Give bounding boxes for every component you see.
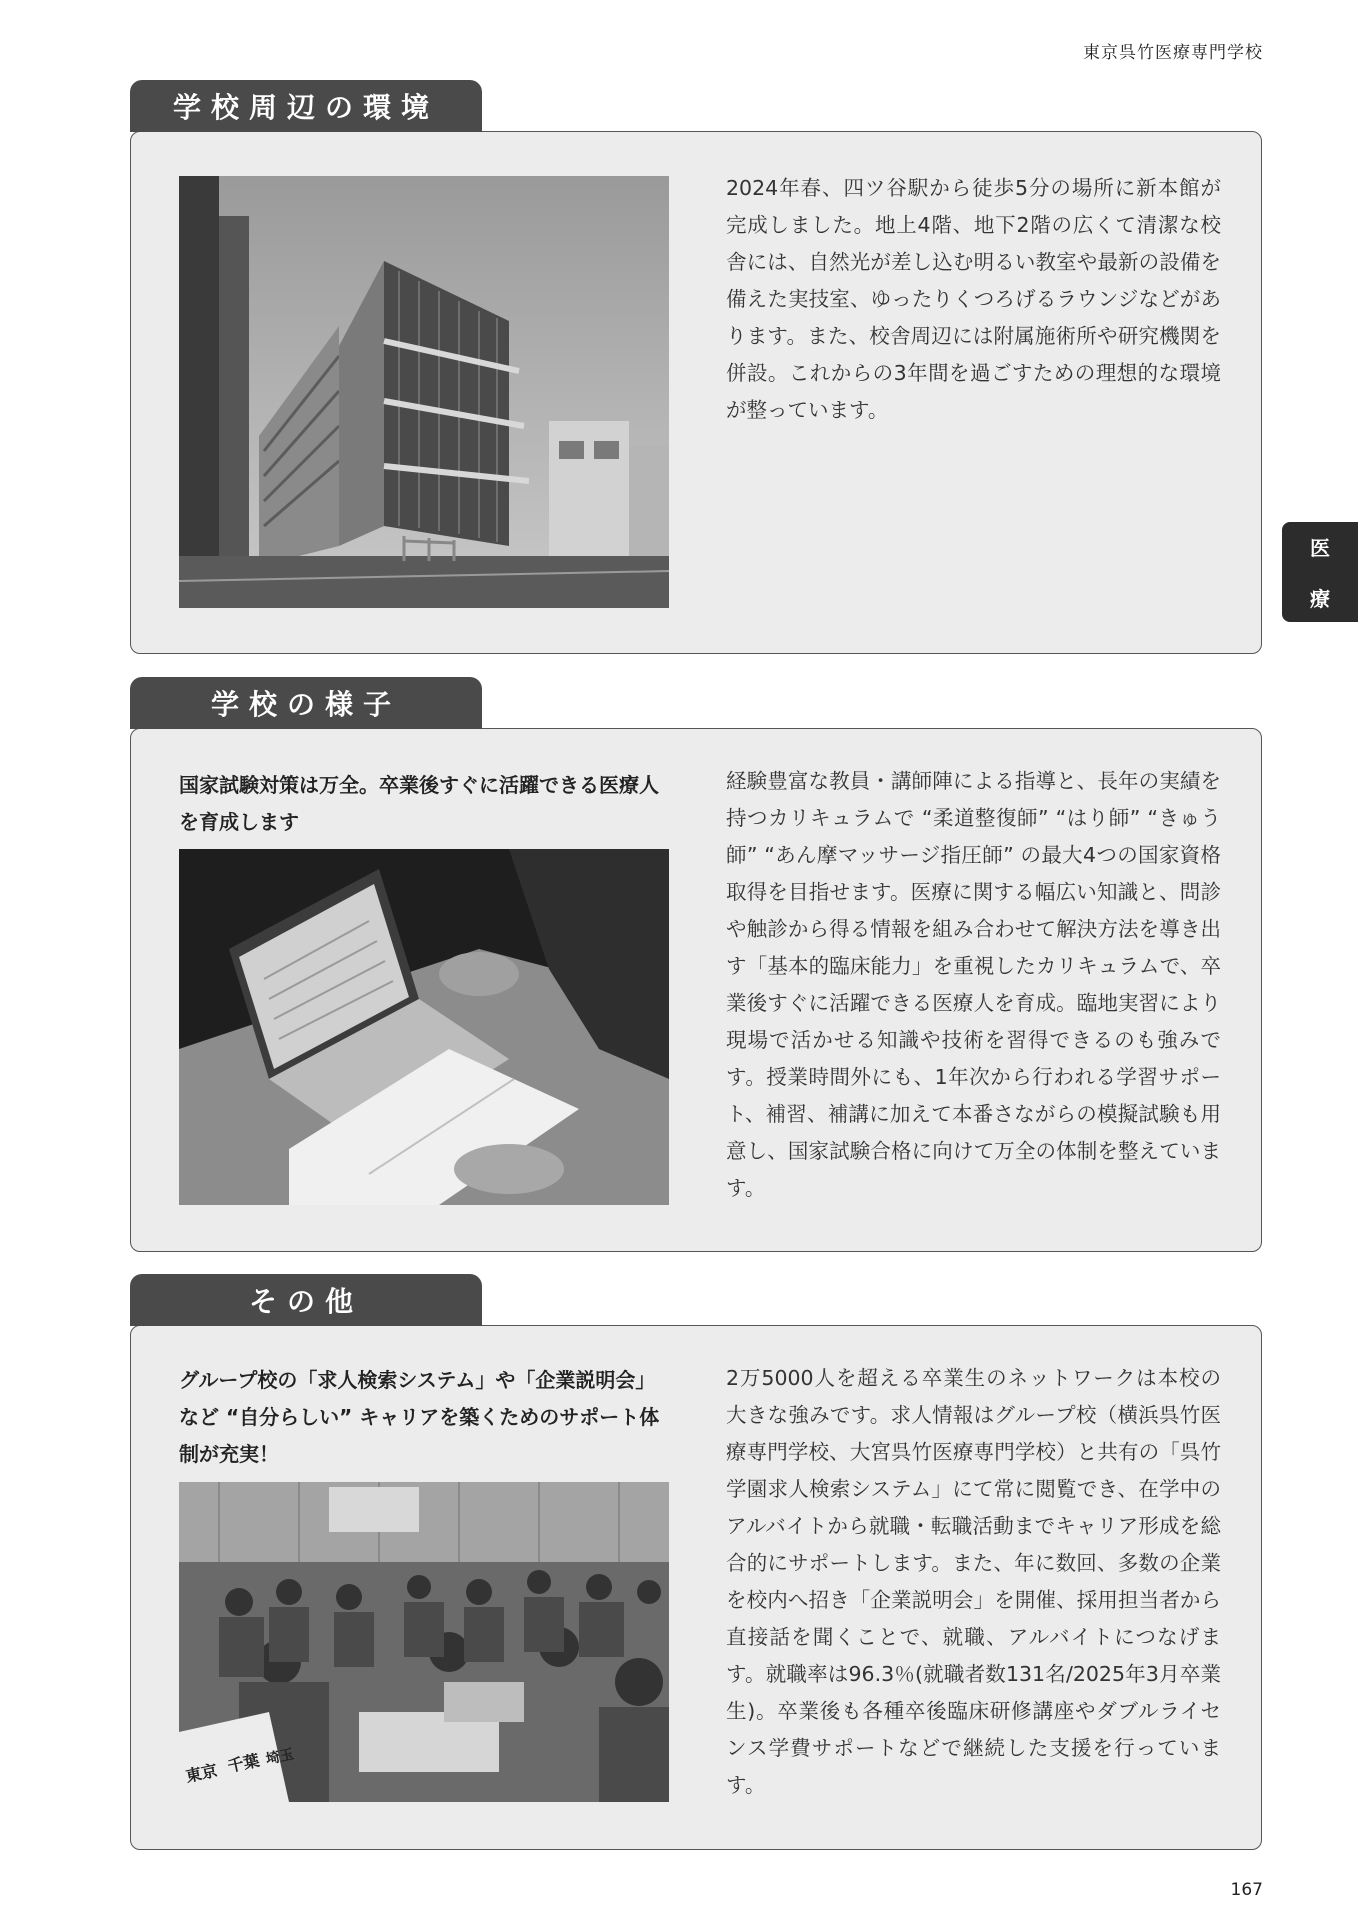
sign-text-tokyo: 東京 xyxy=(183,1760,220,1786)
section-panel-other xyxy=(130,1325,1262,1850)
section-title-school-life: 学校の様子 xyxy=(130,677,482,729)
category-side-tab xyxy=(1282,522,1358,622)
section-title-other: その他 xyxy=(130,1274,482,1326)
environment-description: 2024年春、四ツ谷駅から徒歩5分の場所に新本館が完成しました。地上4階、地下2階の広くて清潔な校舎には、自然光が差し込む明るい教室や最新の設備を備えた実技室、ゆったりくつろげるラウンジなどがあります。また、校舎周辺には附属施術所や研究機関を併設。これからの3年間を過ごすための理想的な環境が整っています。 xyxy=(726,176,1221,422)
school-life-description: 経験豊富な教員・講師陣による指導と、長年の実績を持つカリキュラムで “柔道整復師” “はり師” “きゅう師” “あん摩マッサージ指圧師” の最大4つの国家資格取得を目指せます。医療に関する幅広い知識と、問診や触診から得る情報を組み合わせて解決方法を導き出す「基本的臨床能力」を重視したカリキュラムで、卒業後すぐに活躍できる医療人を育成。臨地実習により現場で活かせる知識や技術を習得できるのも強みです。授業時間外にも、1年次から行われる学習サポート、補習、補講に加えて本番さながらの模擬試験も用意し、国家試験合格に向けて万全の体制を整えています。 xyxy=(726,769,1221,1200)
side-tab-char-1: 医 xyxy=(1310,536,1330,560)
section-title-environment: 学校周辺の環境 xyxy=(130,80,482,132)
section-panel-environment xyxy=(130,131,1262,654)
school-building-photo xyxy=(179,176,669,608)
page-number: 167 xyxy=(1230,1880,1263,1900)
side-tab-char-2: 療 xyxy=(1310,587,1330,611)
sign-text-saitama: 埼玉 xyxy=(264,1746,296,1768)
school-name-header: 東京呉竹医療専門学校 xyxy=(1083,43,1263,63)
other-lead: グループ校の「求人検索システム」や「企業説明会」など “自分らしい” キャリアを築くためのサポート体制が充実！ xyxy=(179,1368,660,1466)
section-panel-school-life xyxy=(130,728,1262,1252)
sign-text-chiba: 千葉 xyxy=(225,1750,262,1776)
school-life-lead: 国家試験対策は万全。卒業後すぐに活躍できる医療人を育成します xyxy=(179,773,659,834)
other-description: 2万5000人を超える卒業生のネットワークは本校の大きな強みです。求人情報はグループ校（横浜呉竹医療専門学校、大宮呉竹医療専門学校）と共有の「呉竹学園求人検索システム」にて常に閲覧でき、在学中のアルバイトから就職・転職活動までキャリア形成を総合的にサポートします。また、年に数回、多数の企業を校内へ招き「企業説明会」を開催、採用担当者から直接話を聞くことで、就職、アルバイトにつなげます。就職率は96.3％(就職者数131名/2025年3月卒業生)。卒業後も各種卒後臨床研修講座やダブルライセンス学費サポートなどで継続した支援を行っています。 xyxy=(726,1366,1221,1797)
student-laptop-photo xyxy=(179,849,669,1205)
career-fair-photo xyxy=(179,1482,669,1802)
